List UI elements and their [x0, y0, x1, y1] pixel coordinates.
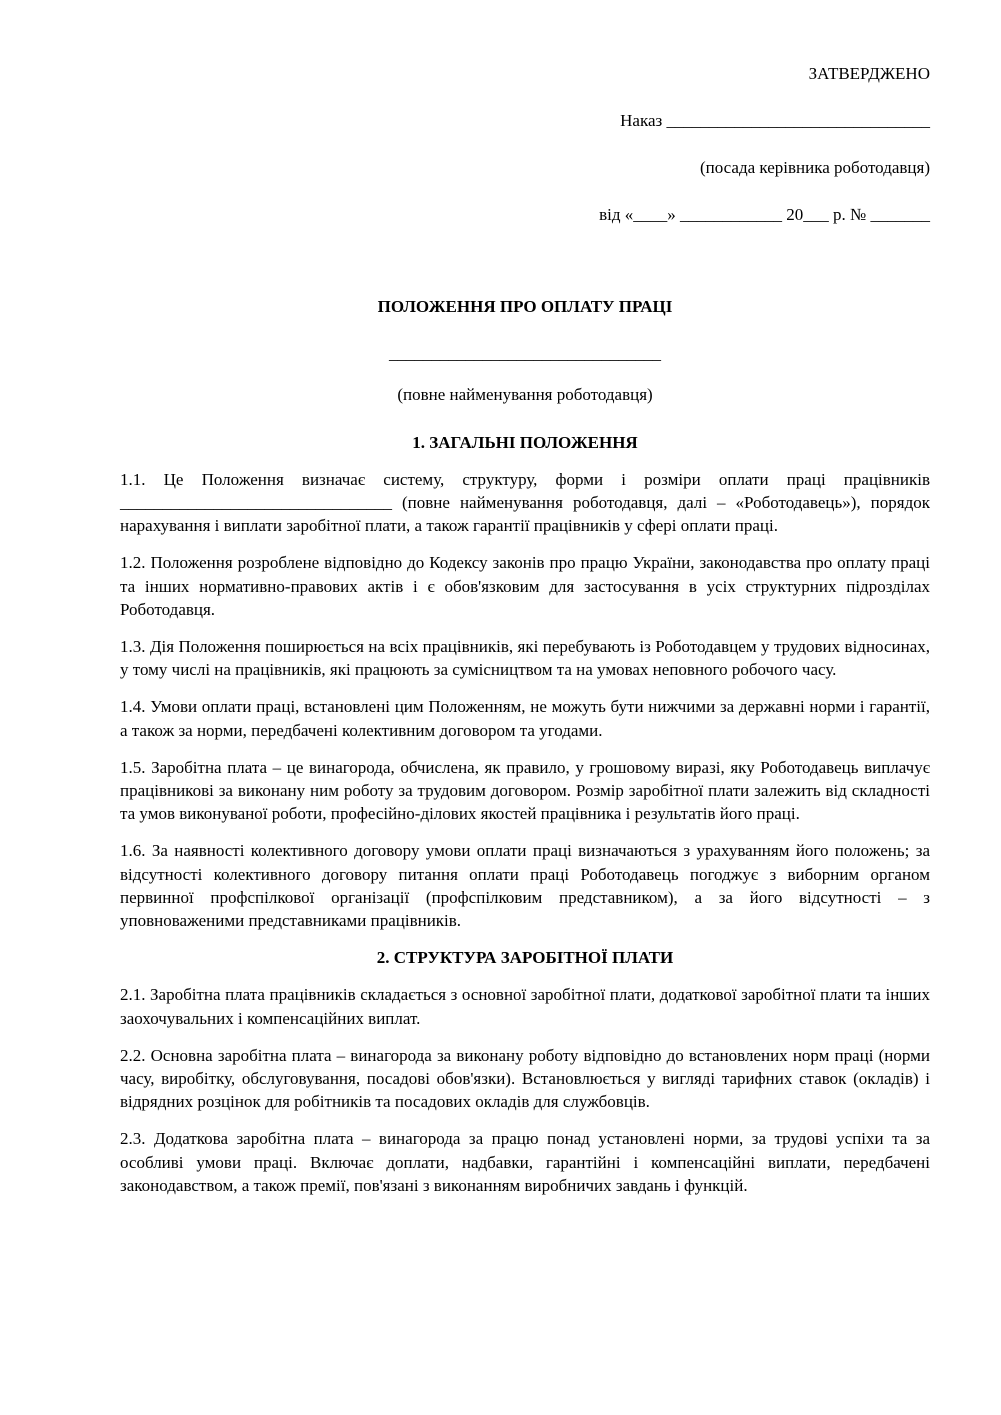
paragraph: 1.4. Умови оплати праці, встановлені цим Положенням, не можуть бути нижчими за державні норми і гарантії, а також за норми, передбачені колективним договором та угодами. [120, 697, 930, 740]
order-line: Наказ _______________________________ [620, 111, 930, 130]
approved-label: ЗАТВЕРДЖЕНО [808, 64, 930, 83]
section-title: 1. ЗАГАЛЬНІ ПОЛОЖЕННЯ [412, 432, 638, 452]
section-title: 2. СТРУКТУРА ЗАРОБІТНОЇ ПЛАТИ [376, 948, 674, 968]
position-caption: (посада керівника роботодавця) [700, 158, 930, 177]
paragraph: 1.1. Це Положення визначає систему, структуру, форми і розміри оплати праці працівників ________________________________ (повне найменування роботодавця, далі – «Роботодавець»), порядок нарахування і виплати заробітної плати, а також гарантії працівників у сфері оплати праці. [120, 469, 930, 536]
paragraph: 1.6. За наявності колективного договору умови оплати праці визначаються з урахуванням його положень; за відсутності колективного договору питання оплати праці Роботодавець погоджує з виборним органом первинної профспілкової організації (профспілковим представником), а за його відсутності – з уповноваженими представниками працівників. [120, 841, 930, 931]
document-title: ПОЛОЖЕННЯ ПРО ОПЛАТУ ПРАЦІ [377, 297, 673, 316]
date-line: від «____» ____________ 20___ р. № _______ [599, 205, 930, 224]
paragraph: 2.3. Додаткова заробітна плата – винагорода за працю понад установлені норми, за трудові успіхи та за особливі умови праці. Включає доплати, надбавки, гарантійні і компенсаційні виплати, передбачені законодавством, а також премії, пов'язані з виконанням виробничих завдань і функцій. [120, 1129, 930, 1195]
employer-name-caption: (повне найменування роботодавця) [397, 385, 653, 405]
paragraph: 1.5. Заробітна плата – це винагорода, обчислена, як правило, у грошовому виразі, яку Роботодавець виплачує працівникові за виконану ним роботу за трудовим договором. Розмір заробітної плати залежить від складності та умов виконуваної роботи, професійно-ділових якостей працівника і результатів його праці. [120, 757, 930, 824]
paragraph: 2.2. Основна заробітна плата – винагорода за виконану роботу відповідно до встановлених норм праці (норми часу, виробітку, обслуговування, посадові обов'язки). Встановлюється у вигляді тарифних ставок (окладів) і відрядних розцінок для робітників та посадових окладів для службовців. [120, 1045, 930, 1112]
paragraph: 2.1. Заробітна плата працівників складається з основної заробітної плати, додаткової заробітної плати та інших заохочувальних і компенсаційних виплат. [120, 985, 930, 1028]
paragraph: 1.2. Положення розроблене відповідно до Кодексу законів про працю України, законодавства про оплату праці та інших нормативно-правових актів і є обов'язковим для застосування в усіх структурних підрозділах Роботодавця. [120, 553, 930, 619]
document-page [120, 62, 930, 1197]
approval-block [120, 62, 930, 226]
paragraph: 1.3. Дія Положення поширюється на всіх працівників, які перебувають із Роботодавцем у трудових відносинах, у тому числі на працівників, які працюють за сумісництвом та на умовах неповного робочого часу. [120, 637, 930, 680]
employer-name-blank: ________________________________ [389, 344, 661, 364]
